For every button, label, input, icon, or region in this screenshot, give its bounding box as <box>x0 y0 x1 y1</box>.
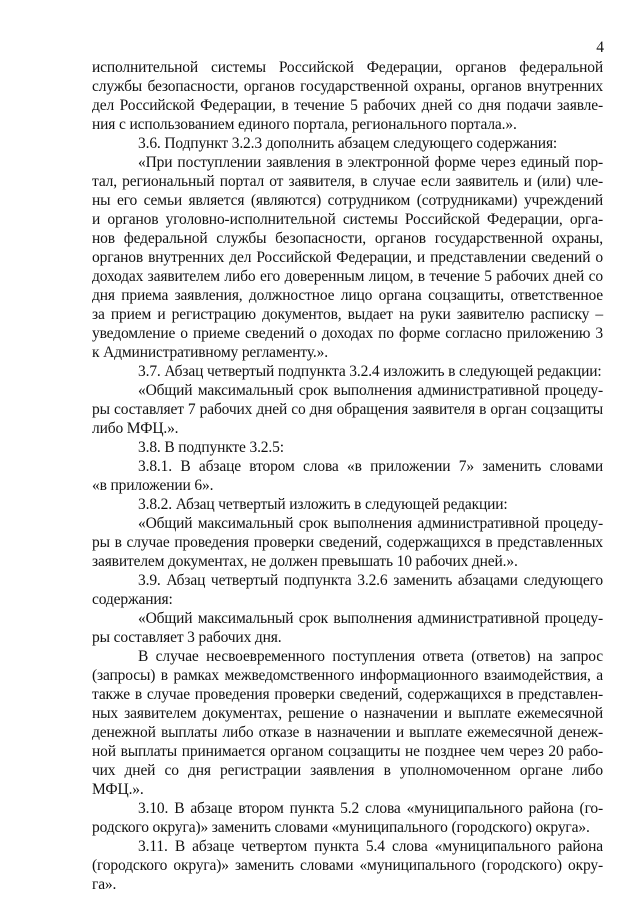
text-line: чих дней со дня регистрации заявления в уполномоченном органе либо <box>92 762 603 779</box>
text-line: 3.8. В подпункте 3.2.5: <box>138 439 284 456</box>
text-line: ры в случае проведения проверки сведений, содержащихся в представленных <box>92 534 603 551</box>
text-line: ной выплаты принимается органом соцзащиты не позднее чем через 20 рабо- <box>92 743 603 760</box>
text-line: также в случае проведения проверки сведений, содержащихся в представлен- <box>92 686 603 703</box>
text-line: заявителем документах, не должен превышать 10 рабочих дней.». <box>92 553 518 570</box>
text-line: доходах заявителем либо его доверенным лицом, в течение 5 рабочих дней со <box>92 268 603 285</box>
text-line: за прием и регистрацию документов, выдает на руки заявителю расписку – <box>92 306 603 323</box>
text-line: 3.10. В абзаце втором пункта 5.2 слова «муниципального района (го- <box>138 800 603 817</box>
text-line: 3.6. Подпункт 3.2.3 дополнить абзацем следующего содержания: <box>138 135 558 152</box>
text-line: «Общий максимальный срок выполнения административной процеду- <box>138 515 603 532</box>
text-line: 3.7. Абзац четвертый подпункта 3.2.4 изложить в следующей редакции: <box>138 363 602 380</box>
text-line: дня приема заявления, должностное лицо органа соцзащиты, ответственное <box>92 287 603 304</box>
text-line: органов внутренних дел Российской Федерации, и представлении сведений о <box>92 249 603 266</box>
text-line: и органов уголовно-исполнительной системы Российской Федерации, орга- <box>92 211 603 228</box>
text-line: 3.11. В абзаце четвертом пункта 5.4 слова «муниципального района <box>138 838 603 855</box>
text-line: 3.8.1. В абзаце втором слова «в приложении 7» заменить словами <box>138 458 603 475</box>
text-line: (городского округа)» заменить словами «муниципального (городского) окру- <box>92 857 603 874</box>
text-line: 3.9. Абзац четвертый подпункта 3.2.6 заменить абзацами следующего <box>138 572 603 589</box>
text-line: ры составляет 7 рабочих дней со дня обращения заявителя в орган соцзащиты <box>92 401 603 418</box>
text-line: «в приложении 6». <box>92 477 214 494</box>
text-line: ры составляет 3 рабочих дня. <box>92 629 282 646</box>
text-line: содержания: <box>92 591 173 608</box>
text-line: «Общий максимальный срок выполнения административной процеду- <box>138 382 603 399</box>
document-body <box>92 58 603 894</box>
text-line: нов федеральной службы безопасности, органов государственной охраны, <box>92 230 603 247</box>
text-line: к Административному регламенту.». <box>92 344 328 361</box>
text-line: либо МФЦ.». <box>92 420 179 437</box>
text-line: МФЦ.». <box>92 781 144 798</box>
text-line: денежной выплаты либо отказе в назначении и выплате ежемесячной денеж- <box>92 724 603 741</box>
text-line: тал, региональный портал от заявителя, в случае если заявитель и (или) чле- <box>92 173 603 190</box>
page-number: 4 <box>596 39 604 56</box>
text-line: В случае несвоевременного поступления ответа (ответов) на запрос <box>138 648 603 665</box>
text-line: ны его семьи является (являются) сотрудником (сотрудниками) учреждений <box>92 192 603 209</box>
text-line: родского округа)» заменить словами «муниципального (городского) округа». <box>92 819 590 836</box>
text-line: исполнительной системы Российской Федерации, органов федеральной <box>92 59 603 76</box>
text-line: 3.8.2. Абзац четвертый изложить в следующей редакции: <box>138 496 508 513</box>
text-line: «Общий максимальный срок выполнения административной процеду- <box>138 610 603 627</box>
text-line: «При поступлении заявления в электронной форме через единый пор- <box>138 154 603 171</box>
text-line: ния с использованием единого портала, регионального портала.». <box>92 116 517 133</box>
text-line: га». <box>92 876 117 893</box>
text-line: ных заявителем документах, решение о назначении и выплате ежемесячной <box>92 705 603 722</box>
text-line: уведомление о приеме сведений о доходах по форме согласно приложению 3 <box>92 325 603 342</box>
text-line: службы безопасности, органов государственной охраны, органов внутренних <box>92 78 603 95</box>
text-line: дел Российской Федерации, в течение 5 рабочих дней со дня подачи заявле- <box>92 97 603 114</box>
text-line: (запросы) в рамках межведомственного информационного взаимодействия, а <box>92 667 603 684</box>
